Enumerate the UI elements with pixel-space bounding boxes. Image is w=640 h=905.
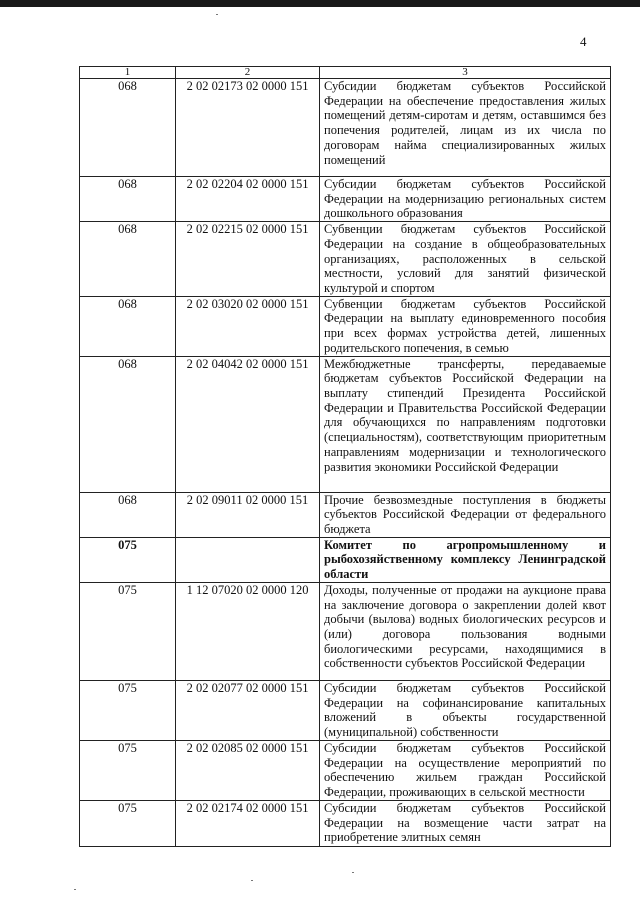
page-number: 4: [580, 34, 587, 49]
administrator-code: 068: [80, 296, 176, 356]
budget-classification-code: 1 12 07020 02 0000 120: [176, 582, 320, 680]
table-row: [80, 177, 611, 222]
table-row: [80, 740, 611, 800]
budget-classification-code: 2 02 02085 02 0000 151: [176, 740, 320, 800]
column-header-2: 2: [176, 67, 320, 79]
table-row: [80, 79, 611, 177]
table-row: [80, 222, 611, 297]
budget-classification-code: 2 02 02215 02 0000 151: [176, 222, 320, 297]
column-header-3: 3: [320, 67, 611, 79]
administrator-code: 075: [80, 537, 176, 582]
table-row: [80, 680, 611, 740]
budget-classification-code: 2 02 04042 02 0000 151: [176, 356, 320, 492]
revenue-description: Межбюджетные трансферты, передаваемые бюджетам субъектов Российской Федерации на выплату стипендий Президента Российской Федерации и Правительства Российской Федерации для обучающихся по направлениям подготовки (специальностям), соответствующим приоритетным направлениям модернизации и технологического развития экономики Российской Федерации: [320, 356, 611, 492]
administrator-code: 068: [80, 356, 176, 492]
table-row: [80, 582, 611, 680]
table-section-row: [80, 537, 611, 582]
administrator-code: 068: [80, 222, 176, 297]
budget-classification-code: 2 02 03020 02 0000 151: [176, 296, 320, 356]
budget-classification-code: 2 02 02077 02 0000 151: [176, 680, 320, 740]
column-header-1: 1: [80, 67, 176, 79]
administrator-code: 075: [80, 680, 176, 740]
table-row: [80, 492, 611, 537]
scan-speck: [216, 14, 218, 15]
budget-classification-code: 2 02 09011 02 0000 151: [176, 492, 320, 537]
table-row: [80, 296, 611, 356]
administrator-code: 075: [80, 800, 176, 846]
budget-classification-code: 2 02 02173 02 0000 151: [176, 79, 320, 177]
administrator-name: Комитет по агропромышленному и рыбохозяйственному комплексу Ленинградской области: [320, 537, 611, 582]
scan-speck: [251, 880, 253, 881]
administrator-code: 075: [80, 740, 176, 800]
administrator-code: 075: [80, 582, 176, 680]
revenue-description: Субвенции бюджетам субъектов Российской Федерации на выплату единовременного пособия при всех формах устройства детей, лишенных родительского попечения, в семью: [320, 296, 611, 356]
revenue-description: Прочие безвозмездные поступления в бюджеты субъектов Российской Федерации от федерального бюджета: [320, 492, 611, 537]
revenue-description: Субвенции бюджетам субъектов Российской Федерации на создание в общеобразовательных организациях, расположенных в сельской местности, условий для занятий физической культурой и спортом: [320, 222, 611, 297]
revenue-description: Субсидии бюджетам субъектов Российской Федерации на модернизацию региональных систем дошкольного образования: [320, 177, 611, 222]
scan-speck: [74, 889, 76, 890]
scan-speck: [352, 872, 354, 873]
revenue-description: Доходы, полученные от продажи на аукционе права на заключение договора о закреплении долей квот добычи (вылова) водных биологических ресурсов и (или) договора пользования водными биологическими ресурсами, находящимися в собственности субъектов Российской Федерации: [320, 582, 611, 680]
revenue-administrators-table: [79, 66, 611, 847]
budget-classification-code: 2 02 02174 02 0000 151: [176, 800, 320, 846]
administrator-code: 068: [80, 79, 176, 177]
table-header-row: [80, 67, 611, 79]
revenue-description: Субсидии бюджетам субъектов Российской Федерации на софинансирование капитальных вложений в объекты государственной (муниципальной) собственности: [320, 680, 611, 740]
revenue-description: Субсидии бюджетам субъектов Российской Федерации на возмещение части затрат на приобретение элитных семян: [320, 800, 611, 846]
table-row: [80, 356, 611, 492]
administrator-code: 068: [80, 177, 176, 222]
revenue-description: Субсидии бюджетам субъектов Российской Федерации на обеспечение предоставления жилых помещений детям-сиротам и детям, оставшимся без попечения родителей, лицам из их числа по договорам найма специализированных жилых помещений: [320, 79, 611, 177]
revenue-description: Субсидии бюджетам субъектов Российской Федерации на осуществление мероприятий по обеспечению жильем граждан Российской Федерации, проживающих в сельской местности: [320, 740, 611, 800]
scan-top-border: [0, 0, 640, 7]
budget-classification-code: [176, 537, 320, 582]
table-row: [80, 800, 611, 846]
budget-classification-code: 2 02 02204 02 0000 151: [176, 177, 320, 222]
administrator-code: 068: [80, 492, 176, 537]
